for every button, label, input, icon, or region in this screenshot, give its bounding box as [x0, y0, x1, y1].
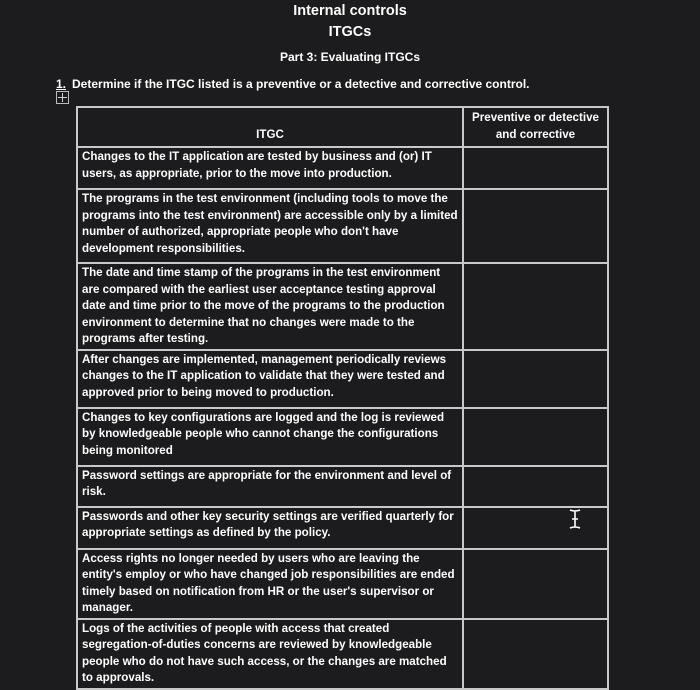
itgc-cell: Changes to key configurations are logged and the log is reviewed by knowledgeable people who cannot change the configurations being monitored — [77, 408, 463, 466]
itgc-cell: Password settings are appropriate for the environment and level of risk. — [77, 466, 463, 507]
part-heading: Part 3: Evaluating ITGCs — [279, 50, 421, 64]
answer-cell[interactable] — [463, 408, 608, 466]
table-row — [77, 408, 608, 466]
text-cursor-icon — [569, 509, 581, 529]
answer-cell[interactable] — [463, 263, 608, 350]
itgc-cell: Changes to the IT application are tested by business and (or) IT users, as appropriate, prior to the move into production. — [77, 147, 463, 189]
move-handle-icon[interactable] — [56, 91, 69, 104]
question-number: 1. — [56, 77, 67, 91]
answer-cell[interactable] — [463, 350, 608, 408]
answer-cell[interactable] — [463, 507, 608, 549]
question-text: Determine if the ITGC listed is a preventive or a detective and corrective control. — [72, 77, 530, 91]
classification-column-header: Preventive or detective and corrective — [463, 107, 608, 147]
table-header-row — [77, 107, 608, 147]
table-row — [77, 189, 608, 263]
table-row — [77, 619, 608, 689]
table-row — [77, 549, 608, 619]
itgc-cell: Logs of the activities of people with access that created segregation-of-duties concerns are reviewed by knowledgeable people who do not have such access, or the changes are matched to approvals. — [77, 619, 463, 689]
itgc-table — [76, 106, 609, 690]
answer-cell[interactable] — [463, 466, 608, 507]
answer-cell[interactable] — [463, 619, 608, 689]
table-row — [77, 147, 608, 189]
itgc-cell: Access rights no longer needed by users who are leaving the entity's employ or who have changed job responsibilities are ended timely based on notification from HR or the user's supervisor or manager. — [77, 549, 463, 619]
answer-cell[interactable] — [463, 549, 608, 619]
question — [56, 77, 530, 91]
table-row — [77, 466, 608, 507]
itgc-column-header: ITGC — [77, 107, 463, 147]
page-subtitle: ITGCs — [328, 24, 372, 40]
table-row — [77, 507, 608, 549]
answer-cell[interactable] — [463, 147, 608, 189]
itgc-cell: After changes are implemented, management periodically reviews changes to the IT application to validate that they were tested and approved prior to being moved to production. — [77, 350, 463, 408]
table-row — [77, 263, 608, 350]
itgc-cell: The date and time stamp of the programs in the test environment are compared with the earliest user acceptance testing approval date and time prior to the move of the programs to the production environment to determine that no changes were made to the programs after testing. — [77, 263, 463, 350]
page-title: Internal controls — [293, 3, 407, 19]
table-row — [77, 350, 608, 408]
answer-cell[interactable] — [463, 189, 608, 263]
itgc-cell: The programs in the test environment (including tools to move the programs into the test environment) are accessible only by a limited number of authorized, appropriate people who don't have development responsibilities. — [77, 189, 463, 263]
itgc-cell: Passwords and other key security settings are verified quarterly for appropriate settings as defined by the policy. — [77, 507, 463, 549]
